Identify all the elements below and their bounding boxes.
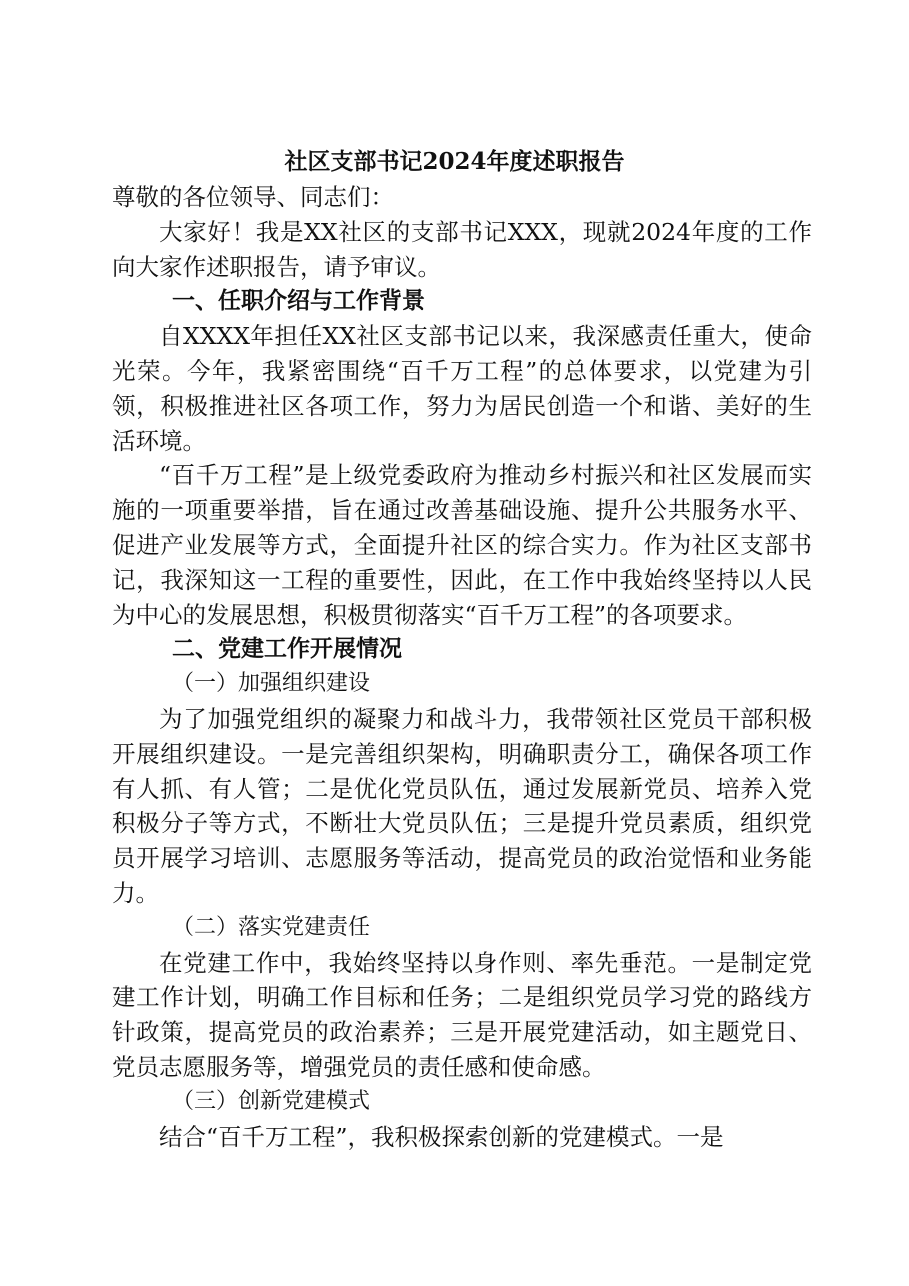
intro-paragraph: 大家好！我是XX社区的支部书记XXX，现就2024年度的工作向大家作述职报告，请予审议。 xyxy=(112,217,812,281)
salutation: 尊敬的各位领导、同志们： xyxy=(112,183,394,211)
document-body xyxy=(112,180,812,1154)
section1-paragraph-1: 自XXXX年担任XX社区支部书记以来，我深感责任重大，使命光荣。今年，我紧密围绕“百千万工程”的总体要求，以党建为引领，积极推进社区各项工作，努力为居民创造一个和谐、美好的生活环境。 xyxy=(112,322,812,455)
subsection3-paragraph: 结合“百千万工程”，我积极探索创新的党建模式。一是 xyxy=(159,1122,724,1151)
subsection-heading-3: （三）创新党建模式 xyxy=(172,1088,371,1114)
document-title: 社区支部书记2024年度述职报告 xyxy=(284,148,625,175)
subsection1-paragraph: 为了加强党组织的凝聚力和战斗力，我带领社区党员干部积极开展组织建设。一是完善组织架构，明确职责分工，确保各项工作有人抓、有人管；二是优化党员队伍，通过发展新党员、培养入党积极分子等方式，不断壮大党员队伍；三是提升党员素质，组织党员开展学习培训、志愿服务等活动，提高党员的政治觉悟和业务能力。 xyxy=(112,704,812,907)
subsection-heading-2: （二）落实党建责任 xyxy=(172,914,371,940)
subsection2-paragraph: 在党建工作中，我始终坚持以身作则、率先垂范。一是制定党建工作计划，明确工作目标和任务；二是组织党员学习党的路线方针政策，提高党员的政治素养；三是开展党建活动，如主题党日、党员志愿服务等，增强党员的责任感和使命感。 xyxy=(112,948,812,1081)
section1-paragraph-2: “百千万工程”是上级党委政府为推动乡村振兴和社区发展而实施的一项重要举措，旨在通过改善基础设施、提升公共服务水平、促进产业发展等方式，全面提升社区的综合实力。作为社区支部书记，我深知这一工程的重要性，因此，在工作中我始终坚持以人民为中心的发展思想，积极贯彻落实“百千万工程”的各项要求。 xyxy=(112,461,812,629)
subsection-heading-1: （一）加强组织建设 xyxy=(172,671,371,697)
section-heading-2: 二、党建工作开展情况 xyxy=(172,636,402,663)
section-heading-1: 一、任职介绍与工作背景 xyxy=(172,288,425,315)
